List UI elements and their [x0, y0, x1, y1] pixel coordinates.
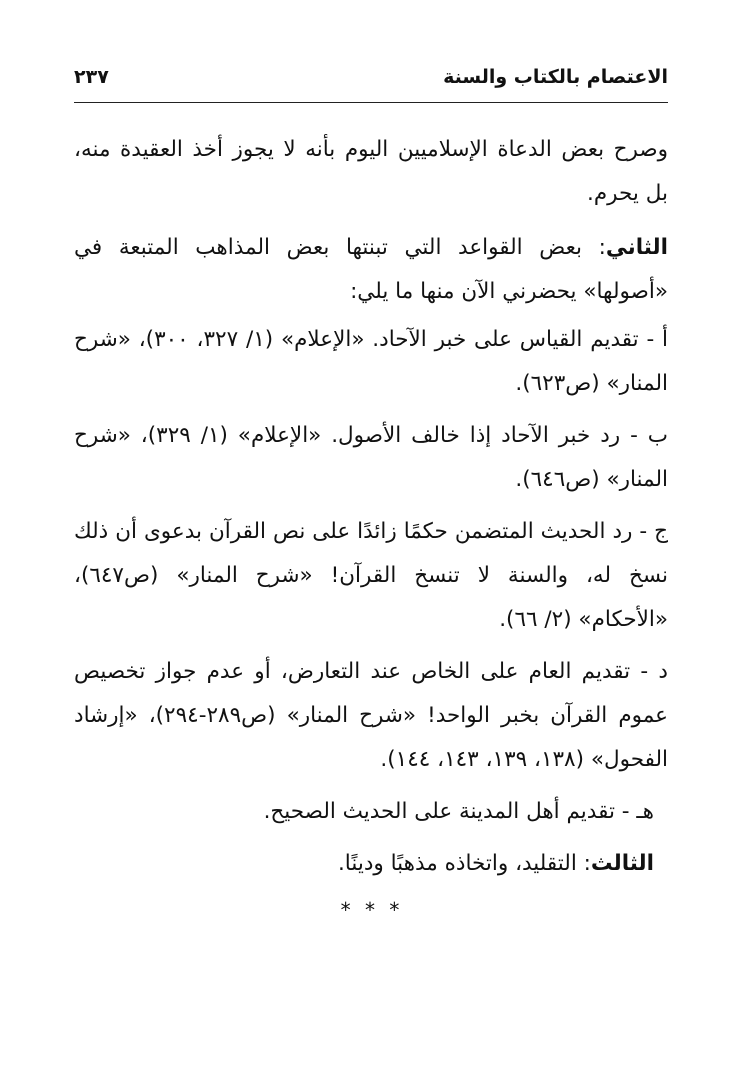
paragraph-second — [74, 226, 668, 314]
header-rule — [74, 102, 668, 103]
list-item-d: د - تقديم العام على الخاص عند التعارض، أو عدم جواز تخصيص عموم القرآن بخبر الواحد! «شرح المنار» (ص٢٨٩-٢٩٤)، «إرشاد الفحول» (١٣٨، ١٣٩، ١٤٣، ١٤٤). — [74, 659, 669, 772]
list-item-h: هـ - تقديم أهل المدينة على الحديث الصحيح. — [263, 799, 654, 824]
second-label: الثاني — [605, 235, 668, 260]
page-number: ٢٣٧ — [74, 66, 109, 88]
list-item-c: ج - رد الحديث المتضمن حكمًا زائدًا على نص القرآن بدعوى أن ذلك نسخ له، والسنة لا تنسخ القرآن! «شرح المنار» (ص٦٤٧)، «الأحكام» (٢/ ٦٦). — [74, 519, 668, 632]
third-label: الثالث — [590, 851, 654, 876]
section-ornament: * * * — [340, 898, 404, 922]
paragraph-intro: وصرح بعض الدعاة الإسلاميين اليوم بأنه لا يجوز أخذ العقيدة منه، بل يحرم. — [74, 137, 668, 206]
page-header — [74, 60, 668, 98]
running-title: الاعتصام بالكتاب والسنة — [443, 66, 668, 88]
paragraph-third — [74, 842, 668, 886]
third-text: : التقليد، واتخاذه مذهبًا ودينًا. — [337, 851, 591, 876]
list-item-b: ب - رد خبر الآحاد إذا خالف الأصول. «الإعلام» (١/ ٣٢٩)، «شرح المنار» (ص٦٤٦). — [74, 423, 668, 492]
list-item-a: أ - تقديم القياس على خبر الآحاد. «الإعلام» (١/ ٣٢٧، ٣٠٠)، «شرح المنار» (ص٦٢٣). — [74, 327, 669, 396]
page-body — [74, 128, 668, 892]
second-text: : بعض القواعد التي تبنتها بعض المذاهب المتبعة في «أصولها» يحضرني الآن منها ما يلي: — [74, 235, 668, 304]
